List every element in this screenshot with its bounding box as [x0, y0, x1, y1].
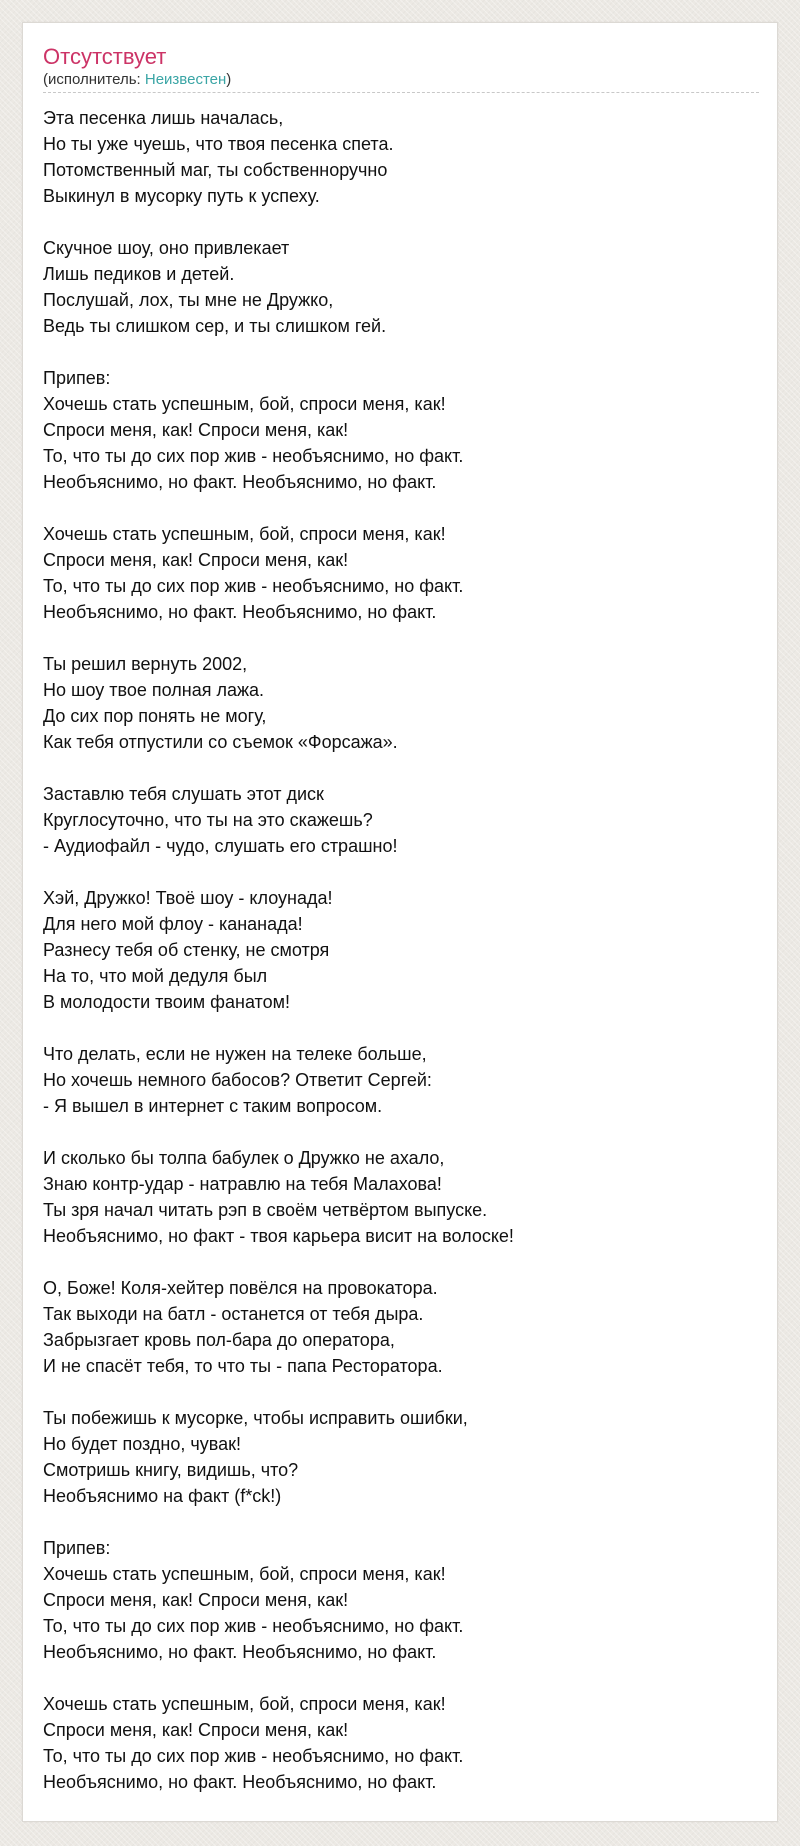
lyric-line: То, что ты до сих пор жив - необъяснимо, но факт. [43, 1616, 464, 1636]
lyrics-stanza [43, 781, 757, 859]
lyric-line: До сих пор понять не могу, [43, 706, 267, 726]
lyric-line: Спроси меня, как! Спроси меня, как! [43, 1590, 349, 1610]
lyric-line: Потомственный маг, ты собственноручно [43, 160, 388, 180]
lyric-line: Забрызгает кровь пол-бара до оператора, [43, 1330, 395, 1350]
artist-prefix: (исполнитель: [43, 71, 145, 88]
lyrics-card [22, 22, 778, 1822]
lyric-line: Ведь ты слишком сер, и ты слишком гей. [43, 316, 387, 336]
lyrics-stanza [43, 105, 757, 209]
lyrics-stanza [43, 365, 757, 495]
lyrics-stanza [43, 1691, 757, 1795]
lyrics-stanza [43, 1405, 757, 1509]
lyrics-stanza [43, 885, 757, 1015]
lyric-line: Послушай, лох, ты мне не Дружко, [43, 290, 334, 310]
lyric-line: Хэй, Дружко! Твоё шоу - клоунада! [43, 888, 333, 908]
lyric-line: Спроси меня, как! Спроси меня, как! [43, 1720, 349, 1740]
lyric-line: Необъяснимо, но факт. Необъяснимо, но факт. [43, 602, 437, 622]
lyric-line: Что делать, если не нужен на телеке больше, [43, 1044, 427, 1064]
lyric-line: В молодости твоим фанатом! [43, 992, 290, 1012]
lyric-line: Выкинул в мусорку путь к успеху. [43, 186, 320, 206]
lyric-line: То, что ты до сих пор жив - необъяснимо, но факт. [43, 576, 464, 596]
lyric-line: То, что ты до сих пор жив - необъяснимо, но факт. [43, 1746, 464, 1766]
lyric-line: Ты побежишь к мусорке, чтобы исправить ошибки, [43, 1408, 468, 1428]
lyric-line: Спроси меня, как! Спроси меня, как! [43, 550, 349, 570]
lyrics-stanza [43, 1041, 757, 1119]
artist-line [43, 71, 759, 93]
lyric-line: Но хочешь немного бабосов? Ответит Сергей: [43, 1070, 432, 1090]
lyric-line: То, что ты до сих пор жив - необъяснимо, но факт. [43, 446, 464, 466]
lyric-line: Для него мой флоу - кананада! [43, 914, 303, 934]
lyric-line: Ты зря начал читать рэп в своём четвёртом выпуске. [43, 1200, 488, 1220]
lyric-line: Необъяснимо, но факт - твоя карьера висит на волоске! [43, 1226, 514, 1246]
lyric-line: Но ты уже чуешь, что твоя песенка спета. [43, 134, 394, 154]
lyric-line: Хочешь стать успешным, бой, спроси меня, как! [43, 1564, 446, 1584]
lyric-line: Ты решил вернуть 2002, [43, 654, 248, 674]
lyrics-stanza [43, 1145, 757, 1249]
lyric-line: Хочешь стать успешным, бой, спроси меня, как! [43, 1694, 446, 1714]
lyric-line: Заставлю тебя слушать этот диск [43, 784, 324, 804]
lyric-line: Знаю контр-удар - натравлю на тебя Малахова! [43, 1174, 442, 1194]
lyrics-stanza [43, 235, 757, 339]
artist-suffix: ) [226, 71, 232, 88]
lyric-line: Необъяснимо на факт (f*ck!) [43, 1486, 282, 1506]
lyric-line: И не спасёт тебя, то что ты - папа Ресторатора. [43, 1356, 443, 1376]
artist-link[interactable]: Неизвестен [144, 71, 227, 88]
lyric-line: Припев: [43, 368, 111, 388]
lyrics-stanza [43, 651, 757, 755]
lyric-line: Смотришь книгу, видишь, что? [43, 1460, 299, 1480]
lyric-line: Спроси меня, как! Спроси меня, как! [43, 420, 349, 440]
lyric-line: Лишь педиков и детей. [43, 264, 235, 284]
lyrics-body [43, 105, 757, 1795]
lyric-line: Но шоу твое полная лажа. [43, 680, 265, 700]
lyric-line: На то, что мой дедуля был [43, 966, 268, 986]
lyric-line: О, Боже! Коля-хейтер повёлся на провокатора. [43, 1278, 438, 1298]
lyric-line: Но будет поздно, чувак! [43, 1434, 241, 1454]
song-title: Отсутствует [43, 44, 167, 69]
lyric-line: - Аудиофайл - чудо, слушать его страшно! [43, 836, 398, 856]
lyric-line: Так выходи на батл - останется от тебя дыра. [43, 1304, 424, 1324]
lyrics-stanza [43, 1535, 757, 1665]
lyric-line: Круглосуточно, что ты на это скажешь? [43, 810, 373, 830]
lyrics-stanza [43, 1275, 757, 1379]
lyric-line: Припев: [43, 1538, 111, 1558]
lyric-line: Необъяснимо, но факт. Необъяснимо, но факт. [43, 1772, 437, 1792]
lyric-line: Скучное шоу, оно привлекает [43, 238, 290, 258]
lyric-line: Эта песенка лишь началась, [43, 108, 284, 128]
lyric-line: Как тебя отпустили со съемок «Форсажа». [43, 732, 398, 752]
lyric-line: И сколько бы толпа бабулек о Дружко не ахало, [43, 1148, 445, 1168]
lyric-line: - Я вышел в интернет с таким вопросом. [43, 1096, 383, 1116]
lyric-line: Хочешь стать успешным, бой, спроси меня, как! [43, 394, 446, 414]
lyrics-stanza [43, 521, 757, 625]
lyric-line: Хочешь стать успешным, бой, спроси меня, как! [43, 524, 446, 544]
lyric-line: Разнесу тебя об стенку, не смотря [43, 940, 330, 960]
lyric-line: Необъяснимо, но факт. Необъяснимо, но факт. [43, 1642, 437, 1662]
lyric-line: Необъяснимо, но факт. Необъяснимо, но факт. [43, 472, 437, 492]
